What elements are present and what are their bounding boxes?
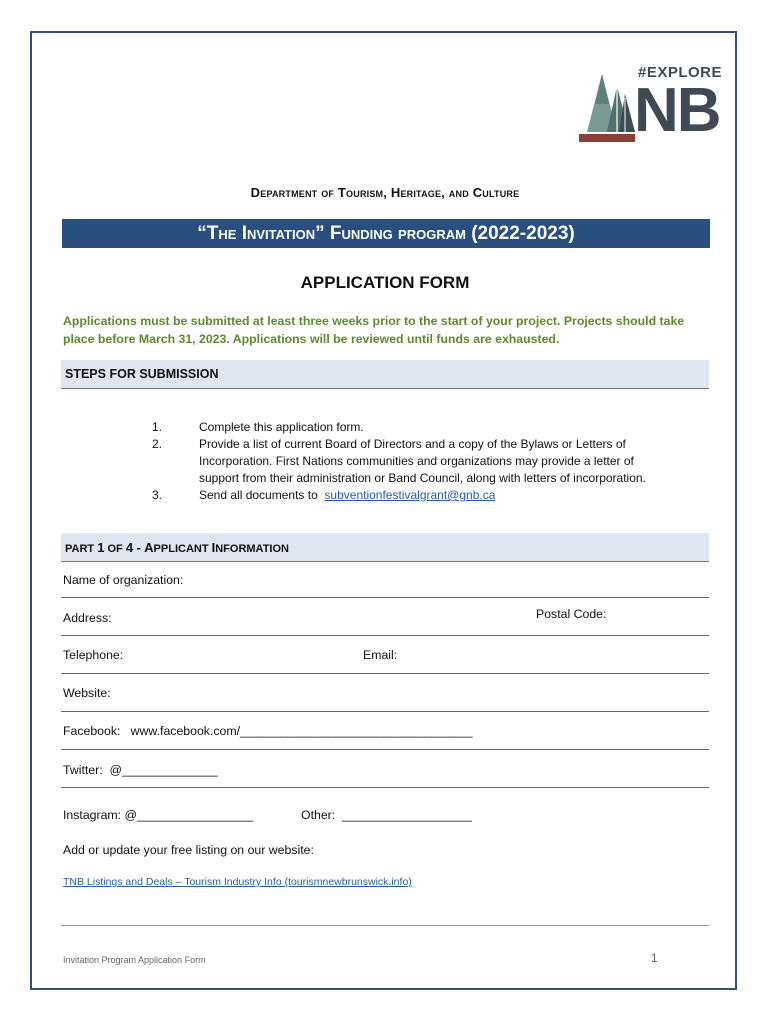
facebook-label[interactable]: Facebook: www.facebook.com/__________________________________ bbox=[63, 724, 473, 738]
website-field[interactable] bbox=[61, 711, 709, 712]
step-text: Send all documents to bbox=[199, 488, 325, 502]
address-field[interactable] bbox=[61, 635, 709, 636]
steps-section-title: STEPS FOR SUBMISSION bbox=[65, 367, 219, 381]
form-title: APPLICATION FORM bbox=[300, 273, 470, 292]
listing-prompt: Add or update your free listing on our website: bbox=[63, 843, 314, 857]
step-text-line: Provide a list of current Board of Directors and a copy of the Bylaws or Letters of bbox=[199, 437, 626, 451]
twitter-rule bbox=[61, 787, 709, 788]
logo-letters: NB bbox=[634, 76, 720, 145]
notice-line-2: place before March 31, 2023. Applications will be reviewed until funds are exhausted. bbox=[63, 332, 560, 346]
logo-tagline: #EXPLORE bbox=[638, 64, 723, 81]
step-text-line: Incorporation. First Nations communities and organizations may provide a letter of bbox=[199, 454, 634, 468]
telephone-field[interactable] bbox=[61, 673, 709, 674]
org-name-field[interactable] bbox=[61, 597, 709, 598]
title-information: NFORMATION bbox=[215, 543, 289, 555]
program-banner: “The Invitation” Funding program (2022-2023) bbox=[62, 219, 710, 248]
facebook-rule bbox=[61, 749, 709, 750]
step-number: 3. bbox=[152, 488, 163, 502]
step-text-line: support from their administration or Band Council, along with letters of incorporation. bbox=[199, 471, 646, 485]
part1-section-title bbox=[65, 540, 289, 555]
email-label: Email: bbox=[363, 648, 398, 662]
step-text: Complete this application form. bbox=[199, 420, 364, 434]
other-label[interactable]: Other: ___________________ bbox=[301, 808, 472, 822]
postal-code-label: Postal Code: bbox=[536, 607, 607, 621]
title-i: I bbox=[211, 540, 216, 555]
footer-divider bbox=[61, 925, 709, 926]
step-number: 1. bbox=[152, 420, 163, 434]
title-num: 1 bbox=[97, 540, 105, 555]
step-text-wrap bbox=[199, 487, 699, 504]
title-part: PART bbox=[65, 543, 95, 555]
email-link[interactable]: subventionfestivalgrant@gnb.ca bbox=[324, 488, 496, 502]
website-label: Website: bbox=[63, 686, 111, 700]
footer-title: Invitation Program Application Form bbox=[63, 955, 206, 965]
telephone-label: Telephone: bbox=[63, 648, 124, 662]
title-applicant: PPLICANT bbox=[153, 543, 209, 555]
title-total: 4 - A bbox=[125, 540, 154, 555]
twitter-label[interactable]: Twitter: @______________ bbox=[63, 763, 218, 777]
address-label: Address: bbox=[63, 611, 112, 625]
step-number: 2. bbox=[152, 437, 163, 451]
title-of: OF bbox=[107, 543, 123, 555]
org-name-label: Name of organization: bbox=[63, 573, 184, 587]
notice-line-1: Applications must be submitted at least three weeks prior to the start of your project. Projects should take bbox=[63, 314, 685, 328]
listing-link[interactable]: TNB Listings and Deals – Tourism Industry Info (tourismnewbrunswick.info) bbox=[63, 876, 412, 888]
instagram-label[interactable]: Instagram: @_________________ bbox=[63, 808, 254, 822]
submission-notice bbox=[63, 312, 703, 348]
department-title: Department of Tourism, Heritage, and Culture bbox=[250, 185, 520, 200]
page-number: 1 bbox=[651, 951, 658, 965]
